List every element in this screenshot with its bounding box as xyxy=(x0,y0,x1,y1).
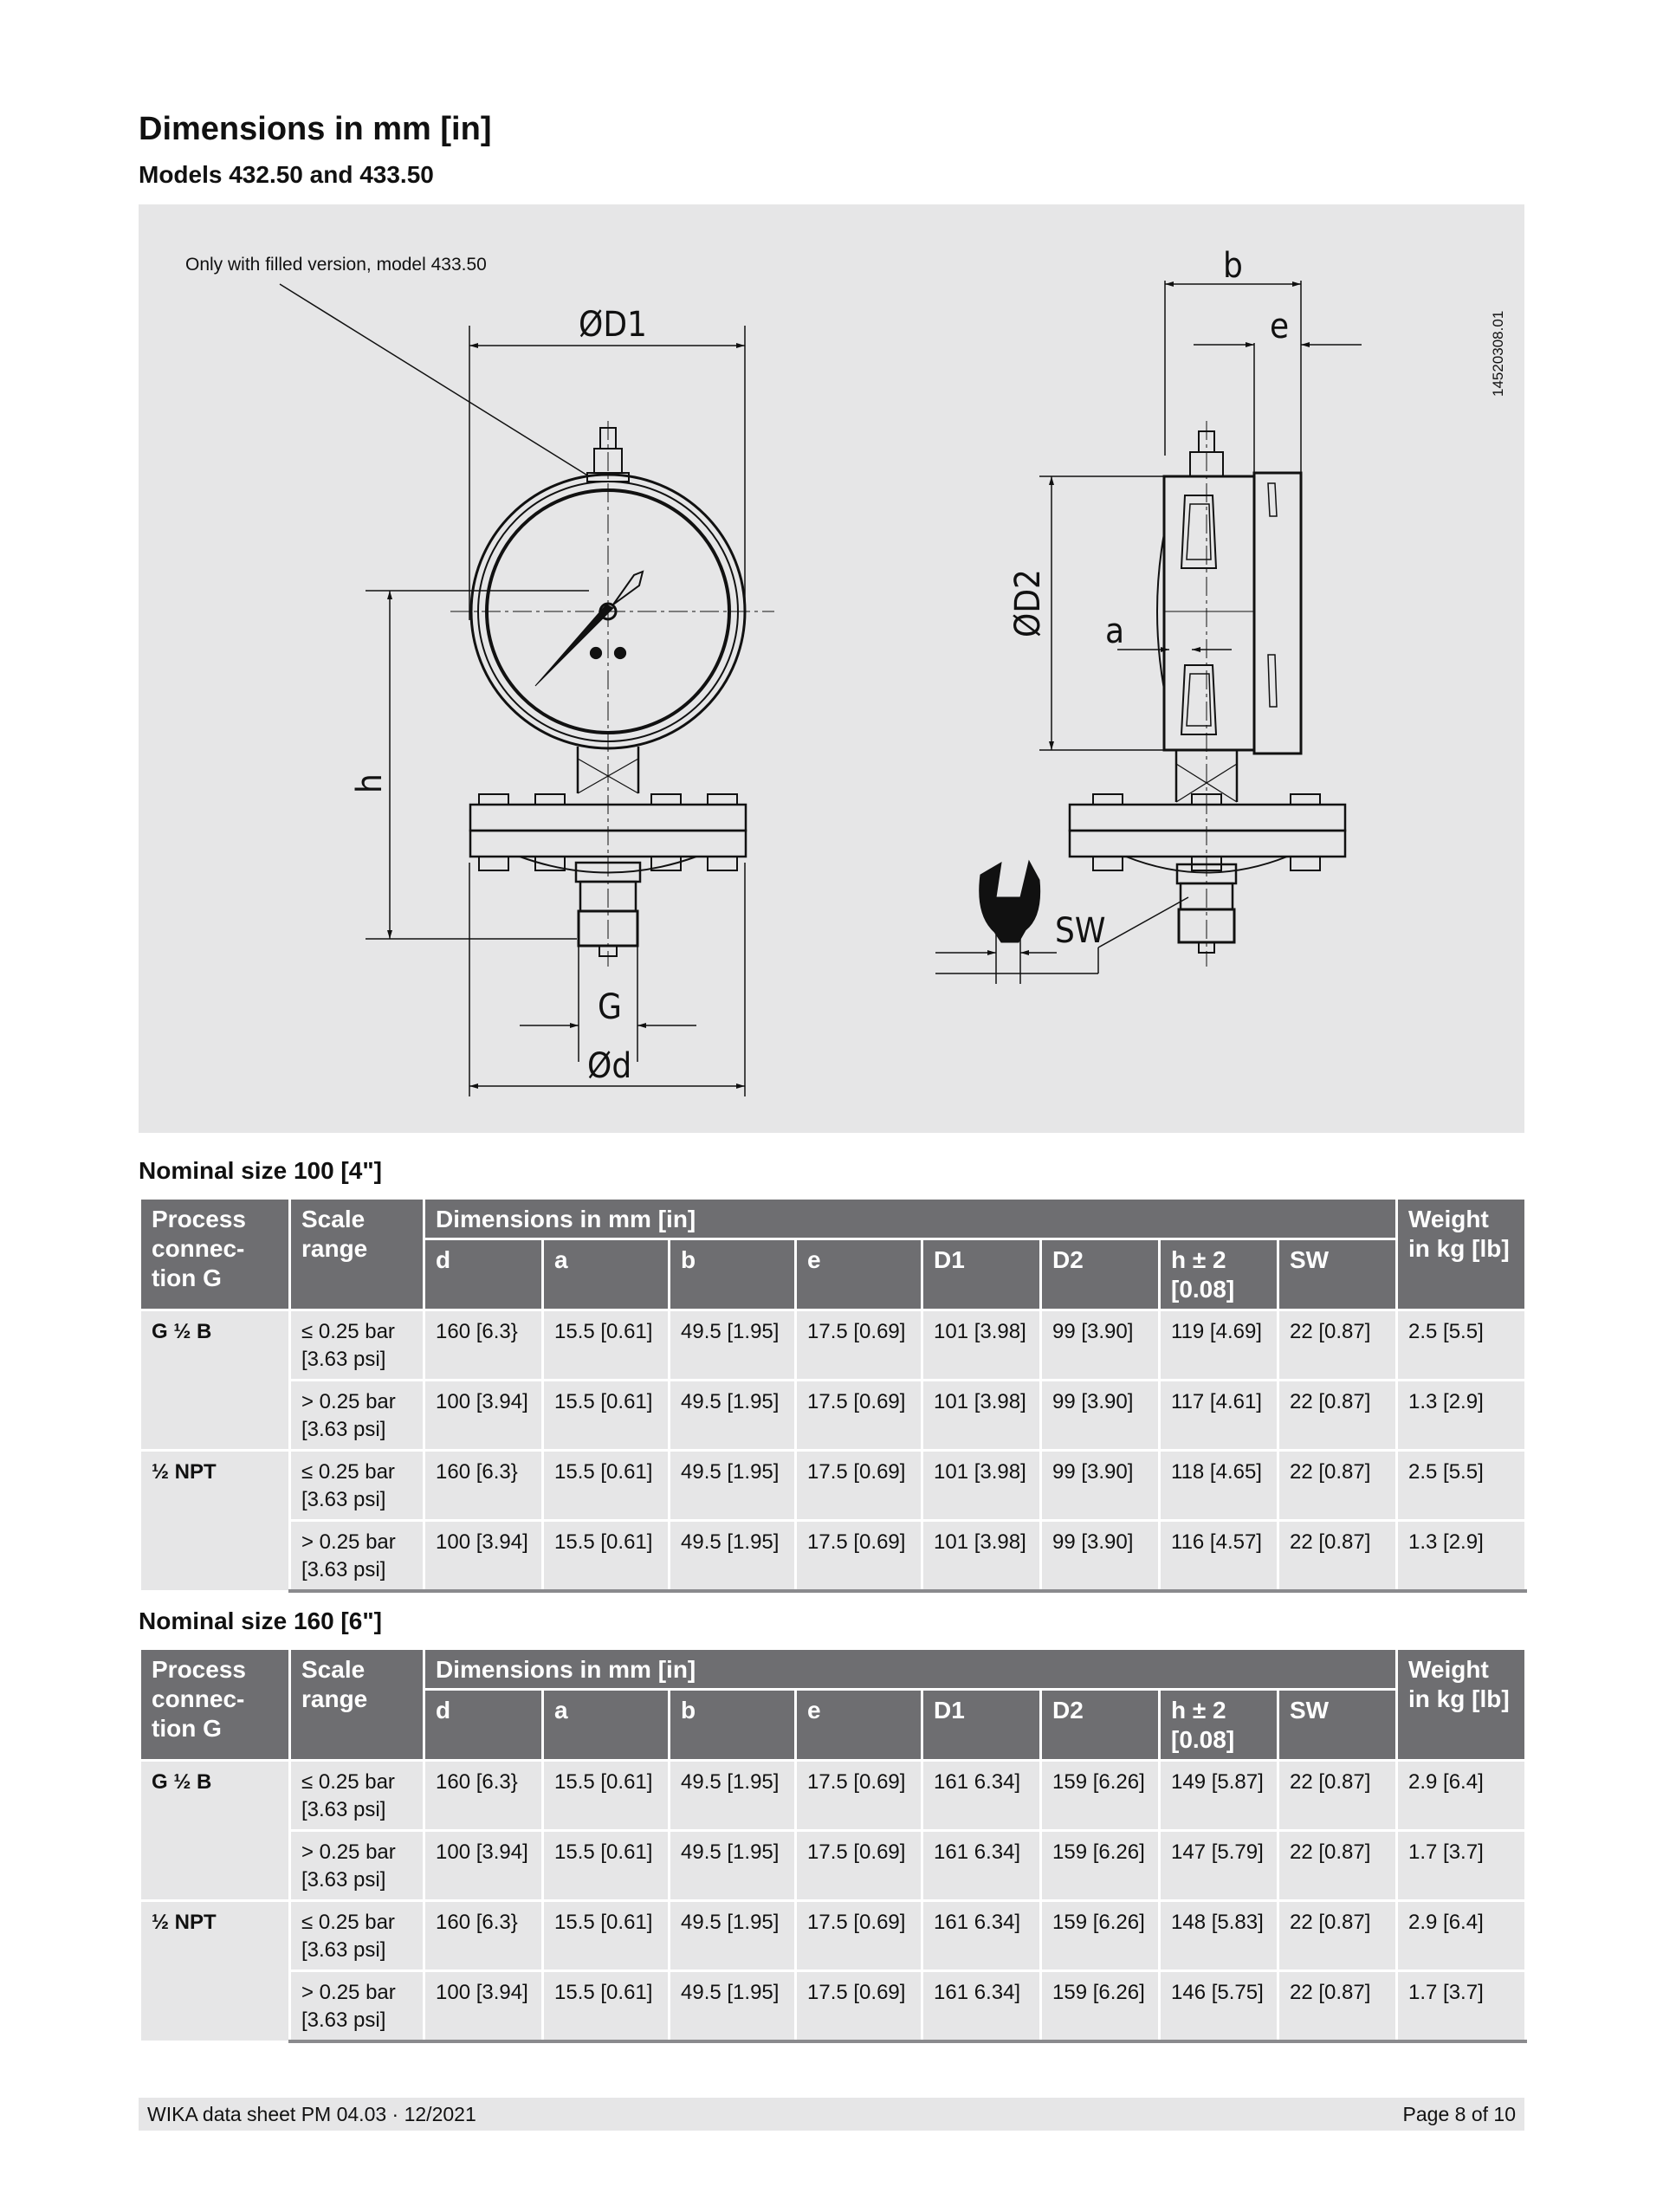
cell-weight: 2.9 [6.4] xyxy=(1397,1901,1526,1971)
cell-D2: 159 [6.26] xyxy=(1041,1761,1160,1831)
table-row xyxy=(140,1901,1526,1971)
cell-b: 49.5 [1.95] xyxy=(670,1901,796,1971)
cell-scale: > 0.25 bar [3.63 psi] xyxy=(290,1381,424,1451)
cell-scale: > 0.25 bar [3.63 psi] xyxy=(290,1521,424,1592)
footer-page-number: Page 8 of 10 xyxy=(1402,2103,1516,2125)
cell-weight: 1.7 [3.7] xyxy=(1397,1831,1526,1901)
cell-h: 146 [5.75] xyxy=(1160,1971,1278,2042)
cell-d: 100 [3.94] xyxy=(424,1521,543,1592)
table-row xyxy=(140,1310,1526,1381)
cell-e: 17.5 [0.69] xyxy=(796,1971,922,2042)
cell-e: 17.5 [0.69] xyxy=(796,1761,922,1831)
header-d: d xyxy=(424,1690,543,1761)
dimensions-table-100 xyxy=(139,1197,1527,1593)
table-row xyxy=(140,1831,1526,1901)
cell-h: 119 [4.69] xyxy=(1160,1310,1278,1381)
table-row xyxy=(140,1521,1526,1592)
cell-D1: 101 [3.98] xyxy=(922,1451,1041,1521)
table-heading-100: Nominal size 100 [4"] xyxy=(139,1157,382,1184)
cell-connection: ½ NPT xyxy=(140,1451,290,1592)
header-SW: SW xyxy=(1278,1239,1397,1310)
cell-scale: ≤ 0.25 bar [3.63 psi] xyxy=(290,1761,424,1831)
cell-a: 15.5 [0.61] xyxy=(543,1310,670,1381)
cell-d: 100 [3.94] xyxy=(424,1381,543,1451)
cell-e: 17.5 [0.69] xyxy=(796,1381,922,1451)
table-row xyxy=(140,1971,1526,2042)
cell-SW: 22 [0.87] xyxy=(1278,1761,1397,1831)
label-e: e xyxy=(1270,307,1290,346)
table-row xyxy=(140,1381,1526,1451)
header-weight: Weight in kg [lb] xyxy=(1397,1199,1526,1310)
header-scale-range: Scale range xyxy=(290,1649,424,1761)
header-d: d xyxy=(424,1239,543,1310)
cell-SW: 22 [0.87] xyxy=(1278,1451,1397,1521)
cell-e: 17.5 [0.69] xyxy=(796,1521,922,1592)
cell-D1: 161 6.34] xyxy=(922,1901,1041,1971)
cell-D1: 161 6.34] xyxy=(922,1831,1041,1901)
cell-a: 15.5 [0.61] xyxy=(543,1761,670,1831)
cell-b: 49.5 [1.95] xyxy=(670,1971,796,2042)
header-e: e xyxy=(796,1239,922,1310)
cell-weight: 1.3 [2.9] xyxy=(1397,1381,1526,1451)
cell-a: 15.5 [0.61] xyxy=(543,1381,670,1451)
cell-weight: 1.3 [2.9] xyxy=(1397,1521,1526,1592)
cell-a: 15.5 [0.61] xyxy=(543,1971,670,2042)
label-d: Ød xyxy=(587,1046,632,1086)
cell-b: 49.5 [1.95] xyxy=(670,1831,796,1901)
cell-D2: 99 [3.90] xyxy=(1041,1451,1160,1521)
label-SW: SW xyxy=(1055,911,1106,951)
cell-weight: 2.9 [6.4] xyxy=(1397,1761,1526,1831)
label-G: G xyxy=(598,987,622,1027)
drawing-doc-number: 14520308.01 xyxy=(1490,310,1506,397)
cell-D1: 161 6.34] xyxy=(922,1971,1041,2042)
cell-h: 117 [4.61] xyxy=(1160,1381,1278,1451)
cell-SW: 22 [0.87] xyxy=(1278,1521,1397,1592)
cell-connection: ½ NPT xyxy=(140,1901,290,2042)
cell-D1: 101 [3.98] xyxy=(922,1521,1041,1592)
drawing-note: Only with filled version, model 433.50 xyxy=(185,255,487,275)
header-a: a xyxy=(543,1690,670,1761)
header-weight: Weight in kg [lb] xyxy=(1397,1649,1526,1761)
page-title: Dimensions in mm [in] xyxy=(139,111,492,147)
header-D2: D2 xyxy=(1041,1239,1160,1310)
cell-b: 49.5 [1.95] xyxy=(670,1521,796,1592)
cell-D2: 99 [3.90] xyxy=(1041,1381,1160,1451)
label-D2: ØD2 xyxy=(1008,569,1048,637)
cell-weight: 2.5 [5.5] xyxy=(1397,1451,1526,1521)
cell-D2: 159 [6.26] xyxy=(1041,1831,1160,1901)
cell-d: 160 [6.3} xyxy=(424,1310,543,1381)
cell-b: 49.5 [1.95] xyxy=(670,1381,796,1451)
cell-SW: 22 [0.87] xyxy=(1278,1310,1397,1381)
cell-D2: 159 [6.26] xyxy=(1041,1971,1160,2042)
header-b: b xyxy=(670,1239,796,1310)
label-h: h xyxy=(350,773,390,793)
cell-SW: 22 [0.87] xyxy=(1278,1971,1397,2042)
cell-scale: > 0.25 bar [3.63 psi] xyxy=(290,1831,424,1901)
header-D1: D1 xyxy=(922,1239,1041,1310)
cell-D1: 101 [3.98] xyxy=(922,1310,1041,1381)
cell-SW: 22 [0.87] xyxy=(1278,1381,1397,1451)
cell-D1: 101 [3.98] xyxy=(922,1381,1041,1451)
cell-a: 15.5 [0.61] xyxy=(543,1901,670,1971)
cell-h: 147 [5.79] xyxy=(1160,1831,1278,1901)
cell-SW: 22 [0.87] xyxy=(1278,1901,1397,1971)
header-process-connection: Process connec-tion G xyxy=(140,1199,290,1310)
header-dimensions: Dimensions in mm [in] xyxy=(424,1649,1397,1690)
table-heading-160: Nominal size 160 [6"] xyxy=(139,1607,382,1634)
cell-D2: 159 [6.26] xyxy=(1041,1901,1160,1971)
table-row xyxy=(140,1761,1526,1831)
header-a: a xyxy=(543,1239,670,1310)
cell-b: 49.5 [1.95] xyxy=(670,1451,796,1521)
cell-d: 160 [6.3} xyxy=(424,1761,543,1831)
gauge-technical-drawing xyxy=(139,204,1524,1133)
header-SW: SW xyxy=(1278,1690,1397,1761)
cell-SW: 22 [0.87] xyxy=(1278,1831,1397,1901)
label-a: a xyxy=(1105,611,1125,651)
cell-h: 118 [4.65] xyxy=(1160,1451,1278,1521)
cell-scale: > 0.25 bar [3.63 psi] xyxy=(290,1971,424,2042)
cell-e: 17.5 [0.69] xyxy=(796,1451,922,1521)
header-h: h ± 2 [0.08] xyxy=(1160,1239,1278,1310)
cell-connection: G ½ B xyxy=(140,1761,290,1901)
page-footer xyxy=(139,2098,1524,2131)
cell-D1: 161 6.34] xyxy=(922,1761,1041,1831)
footer-datasheet: WIKA data sheet PM 04.03 · 12/2021 xyxy=(147,2103,476,2125)
header-scale-range: Scale range xyxy=(290,1199,424,1310)
cell-scale: ≤ 0.25 bar [3.63 psi] xyxy=(290,1451,424,1521)
cell-a: 15.5 [0.61] xyxy=(543,1451,670,1521)
cell-h: 149 [5.87] xyxy=(1160,1761,1278,1831)
label-D1: ØD1 xyxy=(579,305,647,345)
cell-d: 160 [6.3} xyxy=(424,1451,543,1521)
cell-d: 100 [3.94] xyxy=(424,1831,543,1901)
cell-b: 49.5 [1.95] xyxy=(670,1761,796,1831)
cell-d: 100 [3.94] xyxy=(424,1971,543,2042)
cell-e: 17.5 [0.69] xyxy=(796,1310,922,1381)
cell-h: 116 [4.57] xyxy=(1160,1521,1278,1592)
header-e: e xyxy=(796,1690,922,1761)
header-b: b xyxy=(670,1690,796,1761)
cell-e: 17.5 [0.69] xyxy=(796,1901,922,1971)
header-process-connection: Process connec-tion G xyxy=(140,1649,290,1761)
table-row xyxy=(140,1451,1526,1521)
cell-h: 148 [5.83] xyxy=(1160,1901,1278,1971)
header-h: h ± 2 [0.08] xyxy=(1160,1690,1278,1761)
cell-scale: ≤ 0.25 bar [3.63 psi] xyxy=(290,1310,424,1381)
dimension-drawing xyxy=(139,204,1524,1133)
cell-weight: 1.7 [3.7] xyxy=(1397,1971,1526,2042)
cell-D2: 99 [3.90] xyxy=(1041,1521,1160,1592)
cell-D2: 99 [3.90] xyxy=(1041,1310,1160,1381)
dimensions-table-160 xyxy=(139,1647,1527,2043)
cell-b: 49.5 [1.95] xyxy=(670,1310,796,1381)
label-b: b xyxy=(1223,246,1243,286)
cell-scale: ≤ 0.25 bar [3.63 psi] xyxy=(290,1901,424,1971)
cell-e: 17.5 [0.69] xyxy=(796,1831,922,1901)
cell-a: 15.5 [0.61] xyxy=(543,1521,670,1592)
cell-connection: G ½ B xyxy=(140,1310,290,1451)
page-subtitle: Models 432.50 and 433.50 xyxy=(139,161,434,188)
header-D1: D1 xyxy=(922,1690,1041,1761)
cell-d: 160 [6.3} xyxy=(424,1901,543,1971)
cell-a: 15.5 [0.61] xyxy=(543,1831,670,1901)
header-D2: D2 xyxy=(1041,1690,1160,1761)
header-dimensions: Dimensions in mm [in] xyxy=(424,1199,1397,1239)
cell-weight: 2.5 [5.5] xyxy=(1397,1310,1526,1381)
